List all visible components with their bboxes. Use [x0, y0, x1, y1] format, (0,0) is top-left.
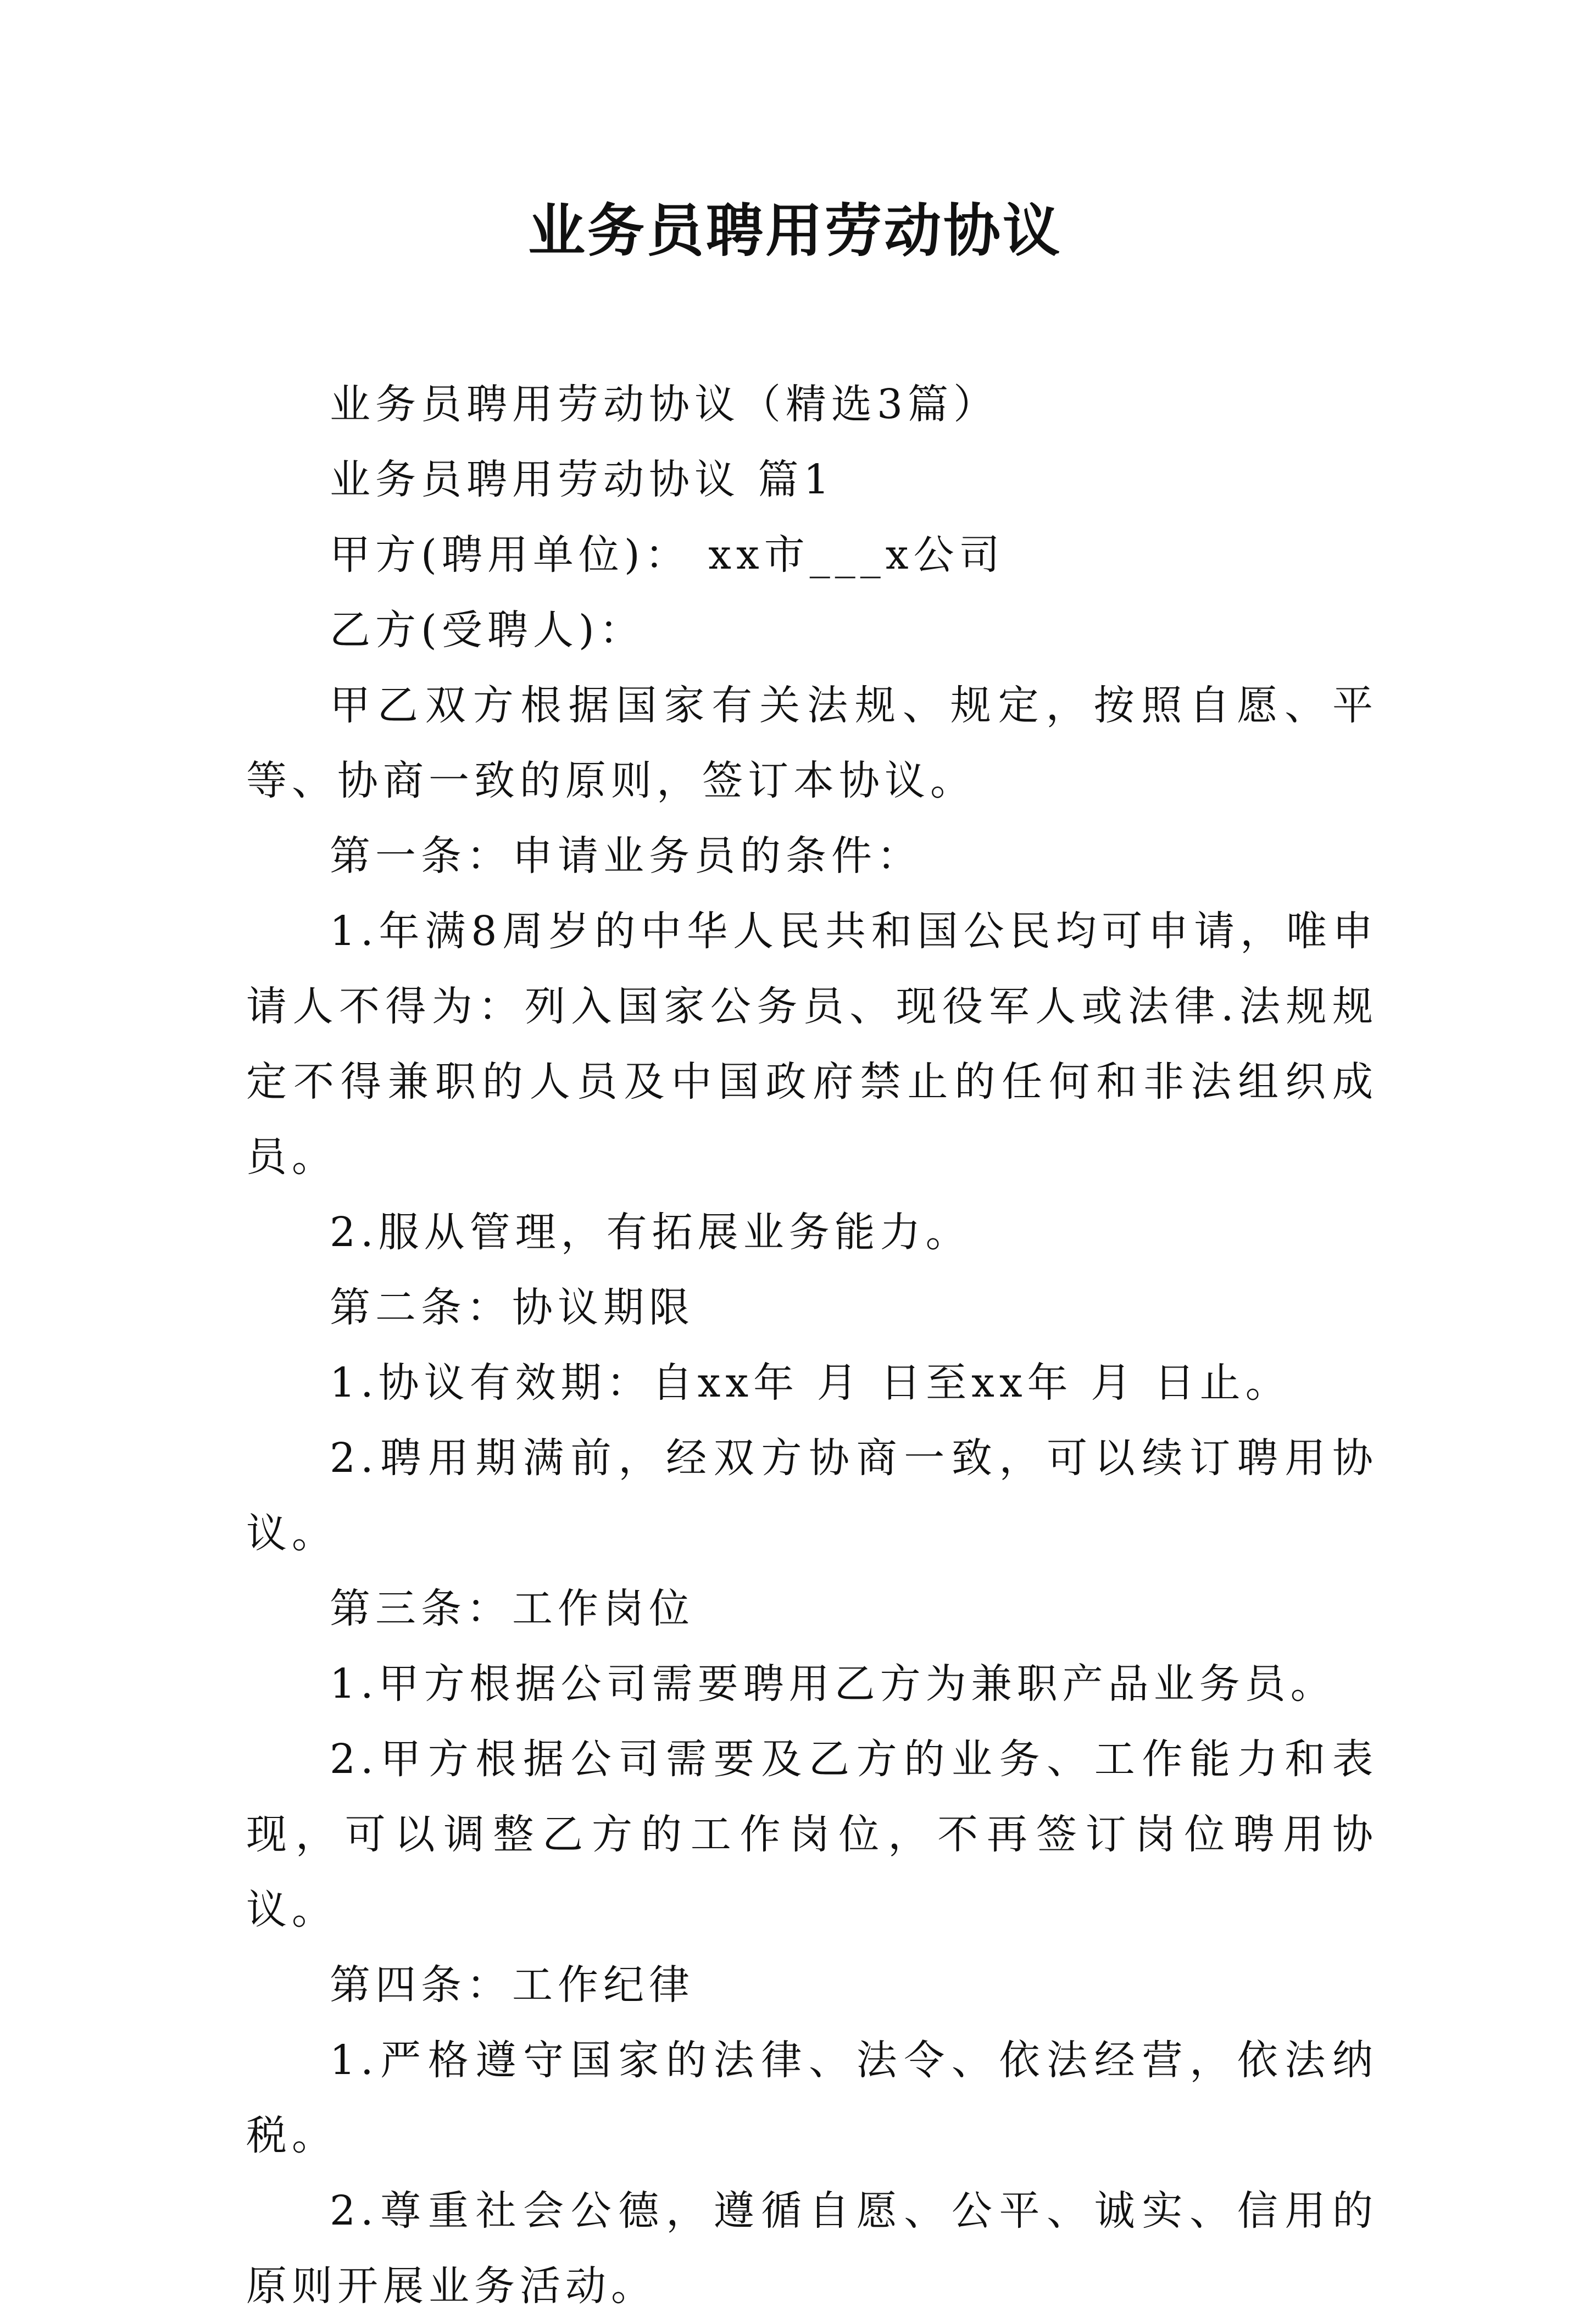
section-heading-part-1: 业务员聘用劳动协议 篇1: [330, 456, 835, 503]
article-4-clause-2: 2.尊重社会公德，遵循自愿、公平、诚实、信用的原则开展业务活动。: [246, 2187, 1378, 2310]
intro-paragraph: 甲乙双方根据国家有关法规、规定，按照自愿、平等、协商一致的原则，签订本协议。: [246, 682, 1378, 804]
article-3-clause-1: 1.甲方根据公司需要聘用乙方为兼职产品业务员。: [330, 1660, 1336, 1708]
article-1-clause-1: 1.年满8周岁的中华人民共和国公民均可申请，唯申请人不得为：列入国家公务员、现役军人或法律.法规规定不得兼职的人员及中国政府禁止的任何和非法组织成员。: [246, 908, 1378, 1181]
article-4-heading: 第四条：工作纪律: [330, 1961, 694, 2009]
article-3-heading: 第三条：工作岗位: [330, 1585, 694, 1632]
document-title: 业务员聘用劳动协议: [527, 197, 1062, 264]
article-2-clause-2: 2.聘用期满前，经双方协商一致，可以续订聘用协议。: [246, 1435, 1378, 1557]
article-2-heading: 第二条：协议期限: [330, 1284, 694, 1331]
party-b-line: 乙方(受聘人)：: [330, 607, 645, 654]
article-3-clause-2: 2.甲方根据公司需要及乙方的业务、工作能力和表现，可以调整乙方的工作岗位，不再签订岗位聘用协议。: [246, 1736, 1378, 1933]
article-4-clause-1: 1.严格遵守国家的法律、法令、依法经营，依法纳税。: [246, 2037, 1378, 2159]
article-2-clause-1: 1.协议有效期：自xx年 月 日至xx年 月 日止。: [330, 1359, 1291, 1406]
article-1-heading: 第一条：申请业务员的条件：: [330, 832, 922, 880]
article-1-clause-2: 2.服从管理，有拓展业务能力。: [330, 1209, 971, 1256]
party-a-line: 甲方(聘用单位)： xx市___x公司: [330, 531, 1005, 579]
subtitle-selection: 业务员聘用劳动协议（精选3篇）: [330, 381, 999, 428]
document-body: [246, 367, 1378, 2324]
